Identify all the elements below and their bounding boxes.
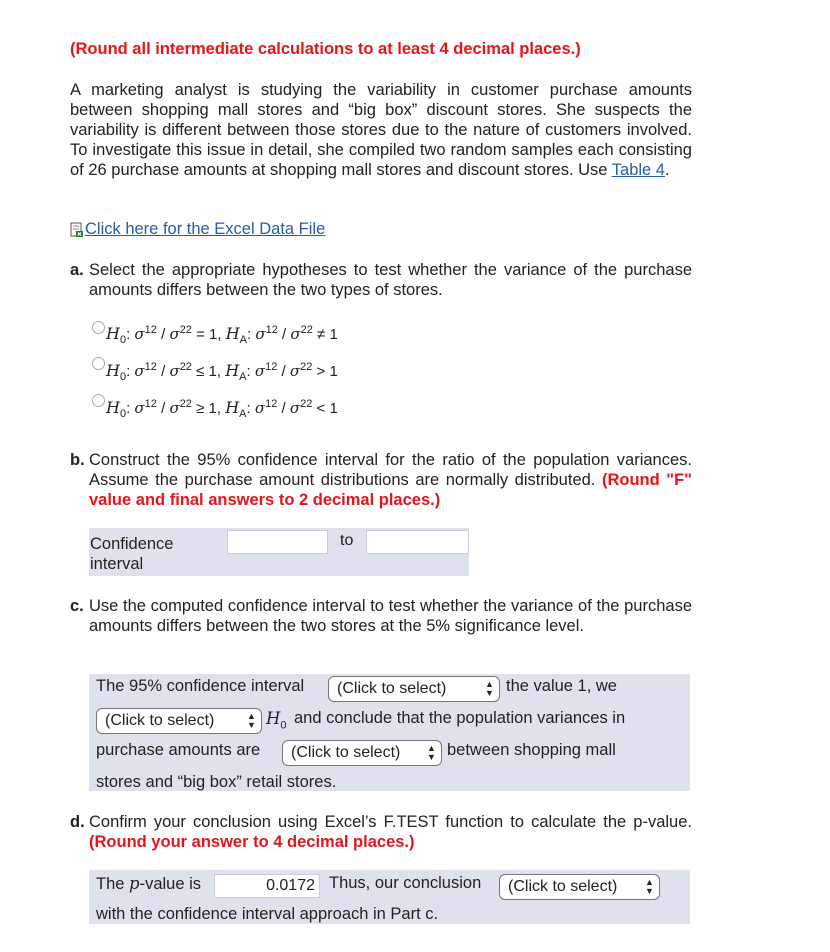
part-b-label: b. [70, 451, 85, 469]
ha-relation-2: > 1 [316, 363, 338, 380]
hypothesis-radio-2[interactable] [92, 357, 105, 370]
part-d-sentence-4: with the confidence interval approach in Part c. [96, 905, 439, 923]
rounding-instruction: (Round all intermediate calculations to at least 4 decimal places.) [70, 40, 581, 58]
part-a-label: a. [70, 261, 84, 279]
table-4-link[interactable]: Table 4 [611, 161, 665, 179]
part-d-question: Confirm your conclusion using Excel’s F.TEST function to calculate the p-value. [89, 813, 692, 831]
p-value-label: The p-value is [96, 874, 202, 893]
part-d-label: d. [70, 813, 85, 831]
ci-lower-input[interactable] [227, 530, 328, 554]
part-c-text: Use the computed confidence interval to test whether the variance of the purchase amounts differs between the two stores at the 5% significance level. [89, 597, 692, 635]
hypothesis-option-1[interactable]: $H_0$: $\sigma^{12} / \sigma^{22} = 1$, $H_A$: $\sigma^{12} / \sigma^{22} \ne 1$ [106, 324, 338, 346]
ha-relation-3: < 1 [316, 400, 338, 417]
conclusion-consistency-select[interactable] [499, 874, 660, 900]
variance-equality-select[interactable] [282, 740, 442, 766]
part-c-sentence-1: The 95% confidence interval [96, 677, 305, 695]
intro-text: A marketing analyst is studying the variability in customer purchase amounts between shopping mall stores and “big box” discount stores. She suspects the variability is different between those stores due to the nature of customers involved. To investigate this issue in detail, she compiled two random samples each consisting of 26 purchase amounts at shopping mall stores and discount stores. Use [70, 81, 692, 179]
part-c-sentence-4: purchase amounts are [96, 741, 261, 759]
part-c-sentence-2: the value 1, we [506, 677, 617, 695]
part-d-sentence-3: Thus, our conclusion [329, 874, 482, 892]
part-d-text [89, 812, 692, 852]
select-arrows-icon: ▲ ▼ [247, 711, 256, 730]
select-arrows-icon: ▲ ▼ [485, 679, 494, 698]
h0-symbol: $H_0$ [266, 709, 287, 732]
p-value-input[interactable]: 0.0172 [214, 874, 320, 898]
h0-relation-2: ≤ 1, [196, 363, 222, 380]
hypothesis-option-3[interactable]: $H_0$: $\sigma^{12} / \sigma^{22} \ge 1$, $H_A$: $\sigma^{12} / \sigma^{22} < 1$ [106, 398, 338, 420]
part-b [70, 450, 692, 510]
part-b-rounding-note: (Round "F" value and final answers to 2 decimal places.) [89, 471, 692, 509]
p-value-label-rest: -value is [139, 875, 202, 893]
part-c [70, 596, 692, 636]
part-c-sentence-6: stores and “big box” retail stores. [96, 773, 337, 791]
reject-decision-select[interactable] [96, 708, 262, 734]
part-d [70, 812, 692, 852]
part-c-sentence-3: and conclude that the population variances in [294, 709, 626, 727]
variance-equality-select-value: (Click to select) [291, 744, 401, 761]
part-c-label: c. [70, 597, 84, 615]
ci-contains-select[interactable] [328, 676, 500, 702]
excel-data-file[interactable] [70, 219, 325, 239]
p-value-label-the: The [96, 875, 125, 893]
hypothesis-option-2[interactable]: $H_0$: $\sigma^{12} / \sigma^{22} \le 1$, $H_A$: $\sigma^{12} / \sigma^{22} > 1$ [106, 361, 338, 383]
ha-relation-1: ≠ 1 [317, 326, 338, 343]
hypothesis-radio-3[interactable] [92, 394, 105, 407]
conclusion-consistency-select-value: (Click to select) [508, 878, 618, 895]
part-a-text: Select the appropriate hypotheses to test whether the variance of the purchase amounts differs between the two types of stores. [89, 261, 692, 299]
part-d-rounding-note: (Round your answer to 4 decimal places.) [89, 833, 415, 851]
problem-intro [70, 80, 692, 180]
excel-data-link[interactable]: Click here for the Excel Data File [85, 220, 326, 238]
h0-relation-1: = 1, [196, 326, 222, 343]
ci-upper-input[interactable] [366, 530, 469, 554]
ci-to-label: to [340, 532, 354, 549]
intro-end: . [664, 161, 670, 179]
part-b-question: Construct the 95% confidence interval for the ratio of the population variances. Assume the purchase amount distributions are normally distributed. [89, 451, 692, 489]
ci-contains-select-value: (Click to select) [337, 680, 447, 697]
reject-decision-select-value: (Click to select) [105, 712, 215, 729]
select-arrows-icon: ▲ ▼ [427, 743, 436, 762]
ci-label: Confidence interval [90, 535, 174, 573]
select-arrows-icon: ▲ ▼ [645, 877, 654, 896]
hypothesis-radio-1[interactable] [92, 321, 105, 334]
h0-relation-3: ≥ 1, [196, 400, 222, 417]
part-b-text [89, 450, 692, 510]
part-a [70, 260, 692, 300]
part-c-sentence-5: between shopping mall [447, 741, 616, 759]
excel-file-icon [69, 222, 85, 238]
